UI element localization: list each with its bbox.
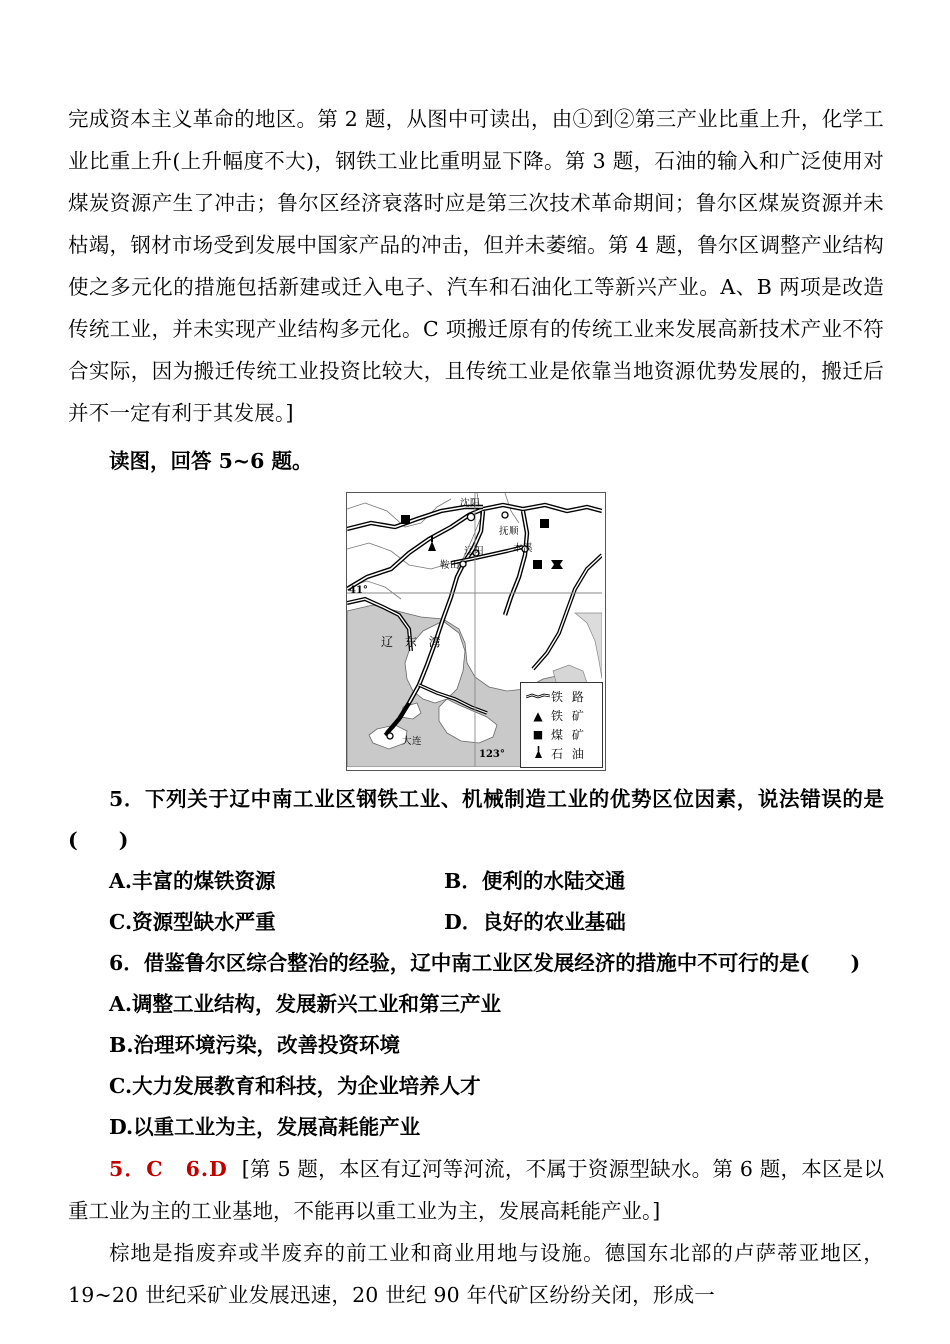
legend-item-railway: [525, 687, 599, 706]
legend-item-iron: [525, 706, 599, 725]
map-label-anshan: 鞍山: [440, 560, 461, 571]
legend-label-coal: 煤 矿: [551, 728, 587, 742]
legend-label-iron: 铁 矿: [551, 709, 587, 723]
question-6-stem: 6．借鉴鲁尔区综合整治的经验，辽中南工业区发展经济的措施中不可行的是( ): [109, 951, 861, 975]
map-label-shenyang: 沈阳: [460, 498, 481, 509]
legend-item-oil: [525, 744, 599, 763]
legend-label-railway: 铁 路: [551, 690, 587, 704]
triangle-filled-icon: ▲: [533, 708, 543, 723]
answer-key: 5．C 6.D: [109, 1157, 228, 1181]
map-label-longitude: 123°: [479, 749, 505, 760]
answer-explanation: [第 5 题，本区有辽河等河流，不属于资源型缺水。第 6 题，本区是以重工业为主的工业基地，不能再以重工业为主，发展高耗能产业。]: [68, 1157, 884, 1223]
square-filled-icon: ■: [532, 728, 544, 741]
legend-label-oil: 石 油: [551, 747, 587, 761]
map-label-liaoyang: 辽阳: [464, 546, 485, 557]
question-5-option-a[interactable]: A.丰富的煤铁资源: [109, 869, 276, 893]
question-5-options-row-2: [68, 902, 884, 943]
question-5-option-b[interactable]: B．便利的水陆交通: [444, 869, 626, 893]
map-label-liaodong-bay: 辽 东 湾: [381, 635, 445, 649]
figure-container: [68, 492, 884, 771]
closing-paragraph: 棕地是指废弃或半废弃的前工业和商业用地与设施。德国东北部的卢萨蒂亚地区，19~20 世纪采矿业发展迅速，20 世纪 90 年代矿区纷纷关闭，形成一: [68, 1241, 884, 1307]
answer-block: [68, 1148, 884, 1232]
map-figure: [346, 492, 606, 771]
map-legend: [520, 682, 603, 768]
map-label-dalian: 大连: [402, 736, 423, 747]
analysis-paragraph: 完成资本主义革命的地区。第 2 题，从图中可读出，由①到②第三产业比重上升，化学工业比重上升(上升幅度不大)，钢铁工业比重明显下降。第 3 题，石油的输入和广泛使用对煤炭资源产生了冲击；鲁尔区经济衰落时应是第三次技术革命期间；鲁尔区煤炭资源并未枯竭，钢材市场受到发展中国家产品的冲击，但并未萎缩。第 4 题，鲁尔区调整产业结构使之多元化的措施包括新建或迁入电子、汽车和石油化工等新兴产业。A、B 两项是改造传统工业，并未实现产业结构多元化。C 项搬迁原有的传统工业来发展高新技术产业不符合实际，因为搬迁传统工业投资比较大，且传统工业是依靠当地资源优势发展的，搬迁后并不一定有利于其发展。]: [68, 107, 884, 425]
map-label-latitude: 41°: [349, 585, 368, 596]
question-6-option-c[interactable]: C.大力发展教育和科技，为企业培养人才: [109, 1074, 481, 1098]
oil-derrick-icon: [525, 746, 551, 761]
question-5-options-row-1: [68, 861, 884, 902]
railway-line-icon: [525, 691, 551, 702]
legend-item-coal: [525, 725, 599, 744]
lead-in-text: 读图，回答 5~6 题。: [109, 449, 313, 473]
question-5-option-c[interactable]: C.资源型缺水严重: [109, 910, 276, 934]
map-label-benxi: 本溪: [513, 543, 534, 554]
question-6-option-d[interactable]: D.以重工业为主，发展高耗能产业: [109, 1115, 421, 1139]
question-5-option-d[interactable]: D．良好的农业基础: [444, 910, 626, 934]
page-content: [68, 98, 884, 1316]
question-6-option-b[interactable]: B.治理环境污染，改善投资环境: [109, 1033, 400, 1057]
map-label-fushun: 抚顺: [499, 526, 520, 537]
question-5-stem: 5．下列关于辽中南工业区钢铁工业、机械制造工业的优势区位因素，说法错误的是( ): [68, 787, 884, 852]
question-6-option-a[interactable]: A.调整工业结构，发展新兴工业和第三产业: [109, 992, 502, 1016]
